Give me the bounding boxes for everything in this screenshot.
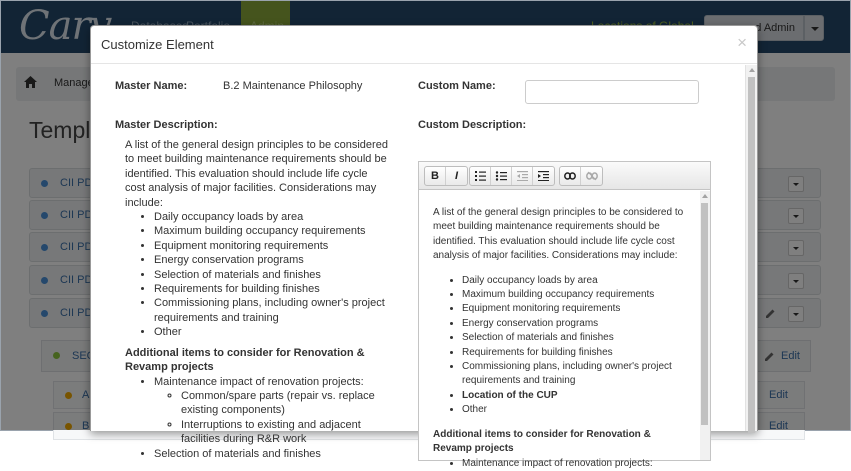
list-item: • Other	[462, 403, 687, 417]
list-item: • Energy conservation programs	[154, 253, 390, 267]
numbered-list-button[interactable]	[470, 167, 491, 185]
close-icon[interactable]: ×	[737, 33, 747, 52]
unlink-icon	[586, 172, 598, 180]
scroll-thumb[interactable]	[701, 203, 708, 425]
custom-name-label: Custom Name:	[418, 80, 496, 92]
list-item	[154, 375, 390, 447]
italic-button[interactable]: I	[454, 170, 459, 182]
list-item: • Energy conservation programs	[462, 317, 687, 331]
numbered-list-icon	[475, 171, 486, 181]
master-name-label: Master Name:	[115, 80, 188, 92]
scroll-thumb[interactable]	[748, 77, 755, 433]
list-item: ◦ Common/spare parts (repair vs. replace existing components)	[181, 389, 390, 418]
list-group	[469, 166, 555, 186]
bold-button[interactable]: B	[425, 167, 446, 185]
custom-description-textarea[interactable]	[419, 191, 700, 469]
master-name-value: B.2 Maintenance Philosophy	[223, 80, 363, 92]
master-description	[125, 138, 390, 461]
editor-list	[433, 274, 687, 418]
master-description-list	[125, 210, 390, 340]
indent-button[interactable]	[533, 167, 554, 185]
outdent-icon	[517, 171, 528, 181]
list-item: • Requirements for building finishes	[154, 282, 390, 296]
bulleted-list-icon	[496, 171, 507, 181]
format-group	[424, 166, 468, 186]
link-button[interactable]	[560, 167, 581, 185]
list-item: • Daily occupancy loads by area	[462, 274, 687, 288]
link-icon	[564, 172, 576, 180]
custom-name-input[interactable]	[525, 80, 699, 104]
additional-items-heading: Additional items to consider for Renovation & Revamp projects	[125, 346, 365, 374]
link-group	[559, 166, 603, 186]
modal-scrollbar[interactable]	[745, 65, 757, 431]
custom-description-label: Custom Description:	[418, 119, 527, 131]
editor-toolbar	[419, 162, 710, 190]
customize-element-modal	[90, 25, 758, 469]
list-item: • Daily occupancy loads by area	[154, 210, 390, 224]
editor-additional-heading: Additional items to consider for Renovation & Revamp projects	[433, 428, 651, 455]
list-item: • Selection of materials and finishes	[154, 268, 390, 282]
list-item: • Maintenance impact of renovation projects:	[462, 457, 687, 471]
list-item-text: Maintenance impact of renovation projects:	[154, 375, 364, 388]
modal-body	[91, 65, 745, 469]
sub-list	[154, 389, 390, 447]
bulleted-list-button[interactable]	[491, 167, 512, 185]
list-item: • Requirements for building finishes	[462, 346, 687, 360]
indent-icon	[538, 171, 549, 181]
list-item: • Commissioning plans, including owner's project requirements and training	[462, 360, 687, 389]
editor-content[interactable]	[433, 206, 687, 471]
list-item: • Selection of materials and finishes	[462, 331, 687, 345]
custom-description-editor	[418, 161, 711, 469]
list-item: • Equipment monitoring requirements	[462, 302, 687, 316]
list-item: • Maximum building occupancy requirements	[154, 224, 390, 238]
editor-scrollbar[interactable]	[700, 191, 710, 460]
list-item: • Maximum building occupancy requirements	[462, 288, 687, 302]
master-description-label: Master Description:	[115, 119, 218, 131]
list-item: • Selection of materials and finishes	[154, 447, 390, 461]
modal-header	[91, 26, 757, 64]
additional-items-list	[125, 375, 390, 461]
list-item: • Commissioning plans, including owner's project requirements and training	[154, 296, 390, 325]
list-item: • Location of the CUP	[462, 389, 687, 403]
modal-title: Customize Element	[101, 37, 214, 52]
editor-additional-list	[433, 457, 687, 471]
master-description-intro: A list of the general design principles to be considered to meet building maintenance requirements should be identified. This evaluation should include life cycle cost analysis of major facilities. Considerations may include:	[125, 139, 388, 209]
outdent-button[interactable]	[512, 167, 533, 185]
editor-intro: A list of the general design principles to be considered to meet building maintenance requirements should be identified. This evaluation should include life cycle cost analysis of major facilities. Considerations may include:	[433, 207, 684, 262]
scroll-up-icon[interactable]	[749, 68, 755, 72]
list-item: • Other	[154, 325, 390, 339]
list-item: ◦ Interruptions to existing and adjacent facilities during R&R work	[181, 418, 390, 447]
scroll-up-icon[interactable]	[702, 194, 708, 198]
list-item: • Equipment monitoring requirements	[154, 239, 390, 253]
unlink-button[interactable]	[581, 167, 602, 185]
